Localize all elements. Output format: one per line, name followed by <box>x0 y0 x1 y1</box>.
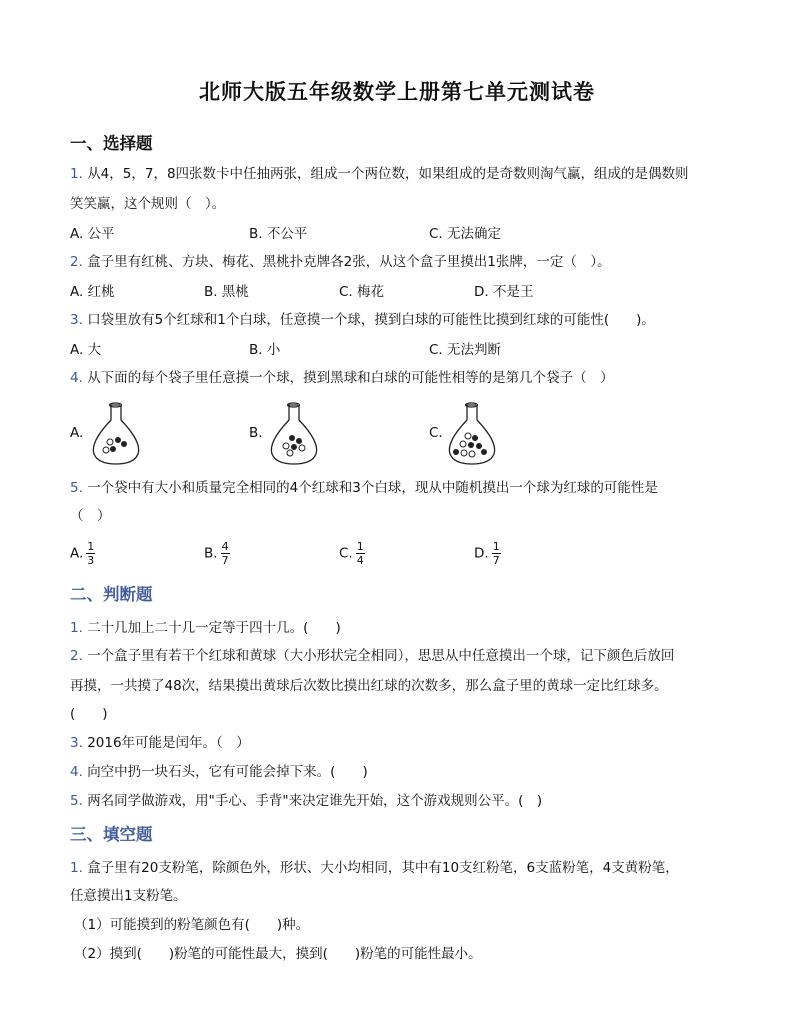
question-3 <box>70 733 250 753</box>
question-1-line2: 笑笑赢，这个规则（ ）。 <box>70 196 226 212</box>
section-heading-fill: 三、填空题 <box>70 825 153 844</box>
numerator: 4 <box>221 540 229 553</box>
page-title: 北师大版五年级数学上册第七单元测试卷 <box>199 79 595 104</box>
question-2-line1 <box>70 646 674 666</box>
option-a: A. 公平 <box>70 226 115 242</box>
question-number: 2. <box>70 254 83 270</box>
denominator: 3 <box>87 554 95 567</box>
question-number: 3. <box>70 735 83 751</box>
question-4 <box>70 762 368 782</box>
question-text: 一个盒子里有若干个红球和黄球（大小形状完全相同），思思从中任意摸出一个球，记下颜色后放回 <box>87 648 675 664</box>
question-number: 3. <box>70 312 83 328</box>
question-text: 口袋里放有5个红球和1个白球，任意摸一个球，摸到白球的可能性比摸到红球的可能性( )。 <box>87 312 655 328</box>
denominator: 4 <box>356 554 364 567</box>
option-label: A. <box>70 545 84 562</box>
fraction <box>356 540 365 567</box>
question-2-line2: 再摸，一共摸了48次，结果摸出黄球后次数比摸出红球的次数多，那么盒子里的黄球一定比红球多。 <box>70 678 668 694</box>
option-c: C. 无法判断 <box>429 342 502 358</box>
question-number: 5. <box>70 793 83 809</box>
fraction <box>492 540 501 567</box>
question-1-line1 <box>70 164 689 184</box>
section-heading-choice: 一、选择题 <box>70 134 153 153</box>
option-b: B. <box>249 425 263 441</box>
question-1-line1 <box>70 858 679 878</box>
option-b <box>204 540 230 567</box>
question-2-line3: ( ) <box>70 706 108 722</box>
question-number: 1. <box>70 620 83 636</box>
option-b: B. 不公平 <box>249 226 308 242</box>
question-text: 一个袋中有大小和质量完全相同的4个红球和3个白球，现从中随机摸出一个球为红球的可能性是 <box>87 480 658 496</box>
question-1 <box>70 618 341 638</box>
option-label: D. <box>474 545 489 562</box>
option-a: A. <box>70 425 84 441</box>
fraction <box>86 540 95 567</box>
question-text: 2016年可能是闰年。（ ） <box>87 735 250 751</box>
numerator: 1 <box>492 540 500 553</box>
question-text: 两名同学做游戏，用"手心、手背"来决定谁先开始，这个游戏规则公平。( ) <box>87 793 543 809</box>
question-number: 4. <box>70 764 83 780</box>
option-a: A. 大 <box>70 342 102 358</box>
option-d: D. 不是王 <box>474 284 534 300</box>
question-3 <box>70 310 655 330</box>
fraction <box>221 540 230 567</box>
question-text: 从4，5，7，8四张数卡中任抽两张，组成一个两位数，如果组成的是奇数则淘气赢，组成的是偶数则 <box>87 166 689 182</box>
denominator: 7 <box>221 554 229 567</box>
question-2 <box>70 252 611 272</box>
bag-c-flask-icon <box>442 402 502 466</box>
question-number: 1. <box>70 860 83 876</box>
question-5 <box>70 791 542 811</box>
section-heading-judge: 二、判断题 <box>70 585 153 604</box>
question-5-line1 <box>70 478 658 498</box>
option-c: C. <box>429 425 443 441</box>
question-number: 1. <box>70 166 83 182</box>
question-number: 2. <box>70 648 83 664</box>
sub-question-2: （2）摸到( )粉笔的可能性最大，摸到( )粉笔的可能性最小。 <box>74 946 482 962</box>
option-label: B. <box>204 545 218 562</box>
option-c <box>339 540 365 567</box>
sub-question-1: （1）可能摸到的粉笔颜色有( )种。 <box>74 917 310 933</box>
question-text: 向空中扔一块石头，它有可能会掉下来。( ) <box>87 764 368 780</box>
question-number: 4. <box>70 370 83 386</box>
bag-b-flask-icon <box>264 402 324 466</box>
option-b: B. 黑桃 <box>204 284 249 300</box>
option-label: C. <box>339 545 353 562</box>
question-text: 盒子里有20支粉笔，除颜色外，形状、大小均相同，其中有10支红粉笔，6支蓝粉笔，4支黄粉笔， <box>87 860 679 876</box>
option-a: A. 红桃 <box>70 284 115 300</box>
question-text: 盒子里有红桃、方块、梅花、黑桃扑克牌各2张，从这个盒子里摸出1张牌，一定（ ）。 <box>87 254 611 270</box>
option-c: C. 无法确定 <box>429 226 502 242</box>
bag-a-flask-icon <box>86 402 146 466</box>
question-text: 从下面的每个袋子里任意摸一个球，摸到黑球和白球的可能性相等的是第几个袋子（ ） <box>87 370 614 386</box>
question-1-line2: 任意摸出1支粉笔。 <box>70 888 187 904</box>
option-d <box>474 540 501 567</box>
question-number: 5. <box>70 480 83 496</box>
numerator: 1 <box>356 540 364 553</box>
question-4 <box>70 368 614 388</box>
question-text: 二十几加上二十几一定等于四十几。( ) <box>87 620 341 636</box>
option-b: B. 小 <box>249 342 281 358</box>
option-a <box>70 540 95 567</box>
numerator: 1 <box>87 540 95 553</box>
denominator: 7 <box>492 554 500 567</box>
option-c: C. 梅花 <box>339 284 385 300</box>
question-5-line2: （ ） <box>70 508 111 524</box>
